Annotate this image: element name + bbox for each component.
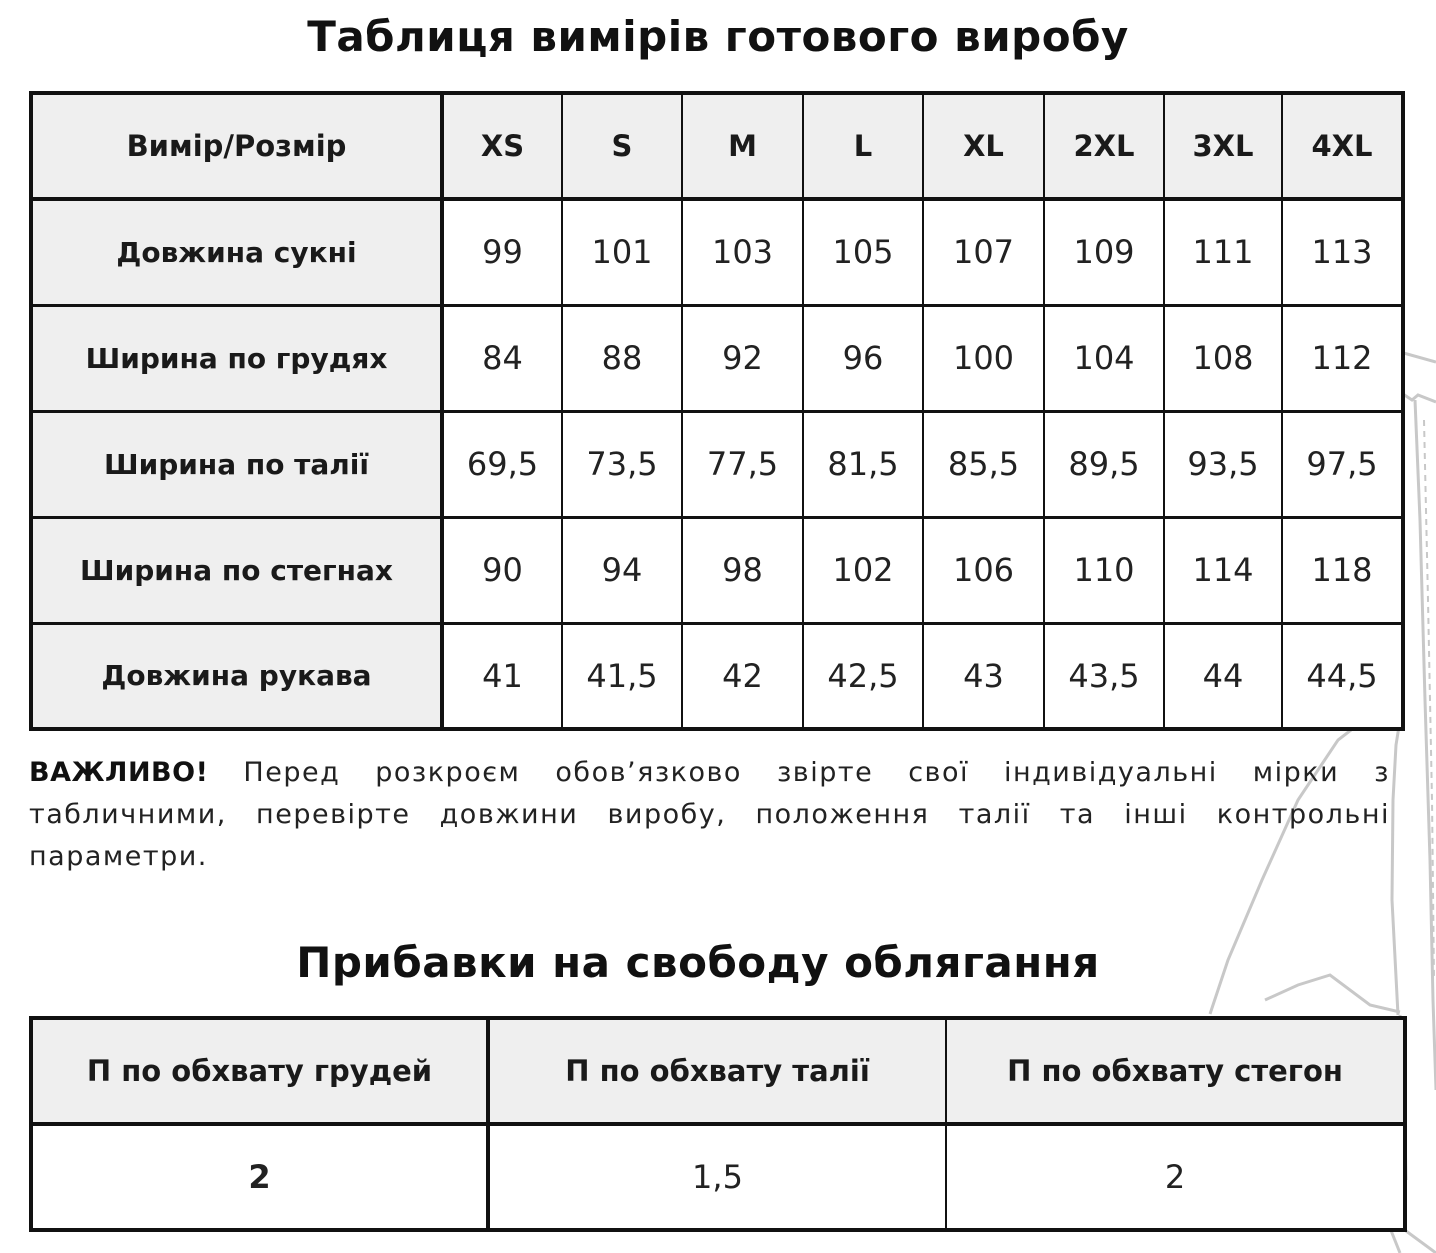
table-cell: 107 bbox=[923, 199, 1044, 305]
table-cell: 41 bbox=[442, 623, 562, 729]
table-cell: 93,5 bbox=[1164, 411, 1282, 517]
table-row bbox=[31, 305, 1403, 411]
table-cell: 42 bbox=[682, 623, 803, 729]
table-cell: 81,5 bbox=[803, 411, 923, 517]
table-cell: 44,5 bbox=[1282, 623, 1403, 729]
table-cell: 104 bbox=[1044, 305, 1164, 411]
table-cell: 43 bbox=[923, 623, 1044, 729]
size-header-l: L bbox=[803, 93, 923, 199]
table-cell: 98 bbox=[682, 517, 803, 623]
table-cell: 77,5 bbox=[682, 411, 803, 517]
row-label: Довжина рукава bbox=[31, 623, 442, 729]
table-cell: 85,5 bbox=[923, 411, 1044, 517]
table-cell: 112 bbox=[1282, 305, 1403, 411]
ease-value-waist: 1,5 bbox=[488, 1124, 946, 1230]
table-row bbox=[31, 517, 1403, 623]
table-cell: 42,5 bbox=[803, 623, 923, 729]
table-cell: 118 bbox=[1282, 517, 1403, 623]
section-title-ease: Прибавки на свободу облягання bbox=[296, 938, 1100, 987]
ease-allowance-table bbox=[29, 1016, 1407, 1232]
corner-header: Вимір/Розмір bbox=[31, 93, 442, 199]
size-measurement-table bbox=[29, 91, 1405, 731]
table-cell: 41,5 bbox=[562, 623, 682, 729]
ease-header-chest: П по обхвату грудей bbox=[31, 1018, 488, 1124]
table-cell: 113 bbox=[1282, 199, 1403, 305]
table-cell: 100 bbox=[923, 305, 1044, 411]
table-cell: 103 bbox=[682, 199, 803, 305]
table-cell: 90 bbox=[442, 517, 562, 623]
size-header-row bbox=[31, 93, 1403, 199]
size-header-3xl: 3XL bbox=[1164, 93, 1282, 199]
ease-header-waist: П по обхвату талії bbox=[488, 1018, 946, 1124]
table-cell: 44 bbox=[1164, 623, 1282, 729]
table-cell: 106 bbox=[923, 517, 1044, 623]
ease-value-chest: 2 bbox=[31, 1124, 488, 1230]
size-header-4xl: 4XL bbox=[1282, 93, 1403, 199]
table-cell: 73,5 bbox=[562, 411, 682, 517]
table-cell: 111 bbox=[1164, 199, 1282, 305]
ease-value-hips: 2 bbox=[946, 1124, 1405, 1230]
table-cell: 69,5 bbox=[442, 411, 562, 517]
ease-header-row bbox=[31, 1018, 1405, 1124]
size-header-2xl: 2XL bbox=[1044, 93, 1164, 199]
table-cell: 108 bbox=[1164, 305, 1282, 411]
row-label: Ширина по стегнах bbox=[31, 517, 442, 623]
ease-header-hips: П по обхвату стегон bbox=[946, 1018, 1405, 1124]
table-cell: 94 bbox=[562, 517, 682, 623]
important-note bbox=[29, 752, 1390, 878]
table-cell: 92 bbox=[682, 305, 803, 411]
page-title: Таблиця вимірів готового виробу bbox=[307, 12, 1129, 61]
table-row bbox=[31, 623, 1403, 729]
table-row bbox=[31, 1124, 1405, 1230]
table-cell: 101 bbox=[562, 199, 682, 305]
table-cell: 99 bbox=[442, 199, 562, 305]
size-header-xl: XL bbox=[923, 93, 1044, 199]
row-label: Довжина сукні bbox=[31, 199, 442, 305]
row-label: Ширина по грудях bbox=[31, 305, 442, 411]
row-label: Ширина по талії bbox=[31, 411, 442, 517]
table-cell: 89,5 bbox=[1044, 411, 1164, 517]
table-cell: 110 bbox=[1044, 517, 1164, 623]
note-emphasis: ВАЖЛИВО! bbox=[29, 757, 209, 788]
table-cell: 96 bbox=[803, 305, 923, 411]
size-header-s: S bbox=[562, 93, 682, 199]
table-cell: 88 bbox=[562, 305, 682, 411]
table-cell: 43,5 bbox=[1044, 623, 1164, 729]
size-header-m: M bbox=[682, 93, 803, 199]
table-cell: 105 bbox=[803, 199, 923, 305]
table-cell: 102 bbox=[803, 517, 923, 623]
table-row bbox=[31, 199, 1403, 305]
table-cell: 109 bbox=[1044, 199, 1164, 305]
table-cell: 114 bbox=[1164, 517, 1282, 623]
table-cell: 97,5 bbox=[1282, 411, 1403, 517]
table-row bbox=[31, 411, 1403, 517]
table-cell: 84 bbox=[442, 305, 562, 411]
note-text: Перед розкроєм обов’язково звірте свої індивідуальні мірки з табличними, перевірте довжини виробу, положення талії та інші контрольні параметри. bbox=[29, 757, 1390, 872]
size-header-xs: XS bbox=[442, 93, 562, 199]
